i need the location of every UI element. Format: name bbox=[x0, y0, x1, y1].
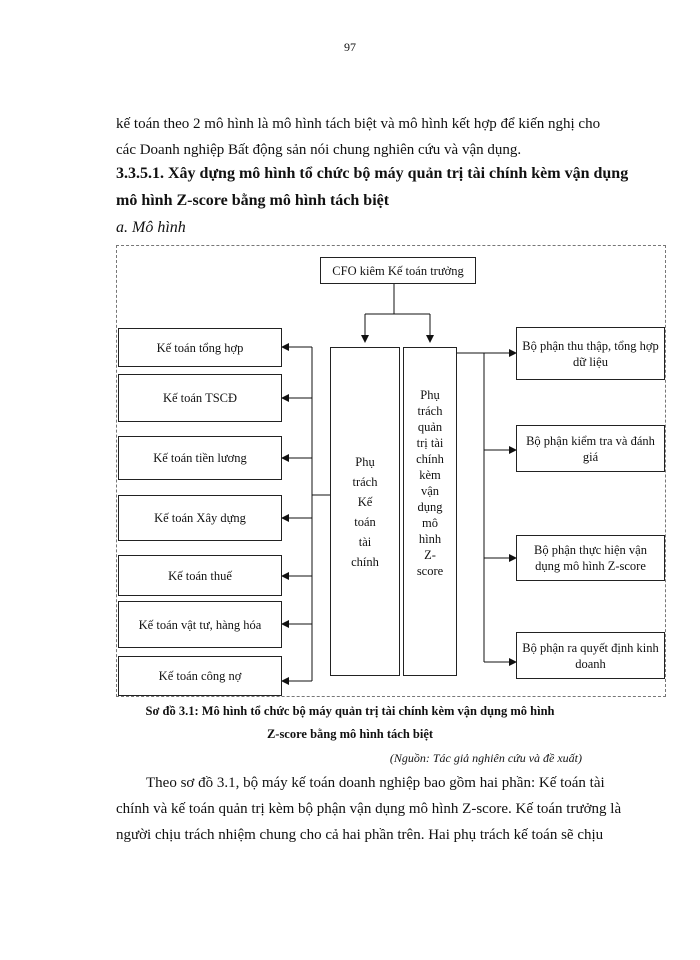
subheading: a. Mô hình bbox=[116, 219, 186, 236]
figure-caption-line-2: Z-score bằng mô hình tách biệt bbox=[266, 727, 434, 741]
left-box-5: Kế toán thuế bbox=[118, 555, 282, 596]
section-heading-line-2: mô hình Z-score bằng mô hình tách biệt bbox=[116, 192, 390, 209]
finance-line: trách bbox=[352, 474, 378, 489]
body-line-3: người chịu trách nhiệm chung cho cả hai phần trên. Hai phụ trách kế toán sẽ chịu bbox=[116, 827, 604, 843]
page-number: 97 bbox=[344, 40, 356, 54]
intro-line-1: kế toán theo 2 mô hình là mô hình tách biệt và mô hình kết hợp để kiến nghị cho bbox=[116, 116, 601, 132]
management-line: kèm bbox=[419, 467, 441, 482]
left-box-7: Kế toán công nợ bbox=[118, 656, 282, 696]
management-zscore-box bbox=[403, 347, 457, 676]
finance-line: tài bbox=[358, 534, 372, 549]
finance-line: toán bbox=[354, 514, 376, 529]
left-box-1: Kế toán tổng hợp bbox=[118, 328, 282, 367]
body-line-2: chính và kế toán quản trị kèm bộ phận vận dụng mô hình Z-score. Kế toán trưởng là bbox=[116, 801, 622, 817]
management-line: trách bbox=[417, 403, 443, 418]
management-line: hình bbox=[418, 531, 442, 546]
finance-line: Phụ bbox=[355, 454, 375, 469]
management-line: Phụ bbox=[420, 387, 440, 402]
management-line: Z- bbox=[424, 547, 436, 562]
cfo-box: CFO kiêm Kế toán trưởng bbox=[320, 257, 476, 284]
figure-source: (Nguồn: Tác giả nghiên cứu và đề xuất) bbox=[389, 751, 582, 765]
figure-caption-line-1: Sơ đồ 3.1: Mô hình tổ chức bộ máy quản trị tài chính kèm vận dụng mô hình bbox=[145, 704, 555, 718]
left-box-4: Kế toán Xây dựng bbox=[118, 495, 282, 541]
management-line: mô bbox=[422, 515, 438, 530]
right-box-4: Bộ phận ra quyết định kinh doanh bbox=[516, 632, 665, 679]
section-heading-line-1: 3.3.5.1. Xây dựng mô hình tổ chức bộ máy quản trị tài chính kèm vận dụng bbox=[116, 165, 629, 182]
right-box-2: Bộ phận kiểm tra và đánh giá bbox=[516, 425, 665, 472]
right-box-3: Bộ phận thực hiện vận dụng mô hình Z-score bbox=[516, 535, 665, 581]
management-line: score bbox=[416, 563, 444, 578]
management-line: trị tài bbox=[416, 435, 444, 450]
body-line-1: Theo sơ đồ 3.1, bộ máy kế toán doanh nghiệp bao gồm hai phần: Kế toán tài bbox=[146, 775, 605, 791]
finance-line: chính bbox=[351, 554, 379, 569]
left-box-6: Kế toán vật tư, hàng hóa bbox=[118, 601, 282, 648]
right-box-1: Bộ phận thu thập, tổng hợp dữ liệu bbox=[516, 327, 665, 380]
management-line: quản bbox=[417, 419, 443, 434]
finance-accounting-box bbox=[330, 347, 400, 676]
intro-line-2: các Doanh nghiệp Bất động sản nói chung nghiên cứu và vận dụng. bbox=[116, 142, 522, 158]
left-box-3: Kế toán tiền lương bbox=[118, 436, 282, 480]
left-box-2: Kế toán TSCĐ bbox=[118, 374, 282, 422]
finance-line: Kế bbox=[357, 494, 373, 509]
management-line: dụng bbox=[417, 499, 443, 514]
management-line: chính bbox=[416, 451, 444, 466]
management-line: vận bbox=[420, 483, 440, 498]
